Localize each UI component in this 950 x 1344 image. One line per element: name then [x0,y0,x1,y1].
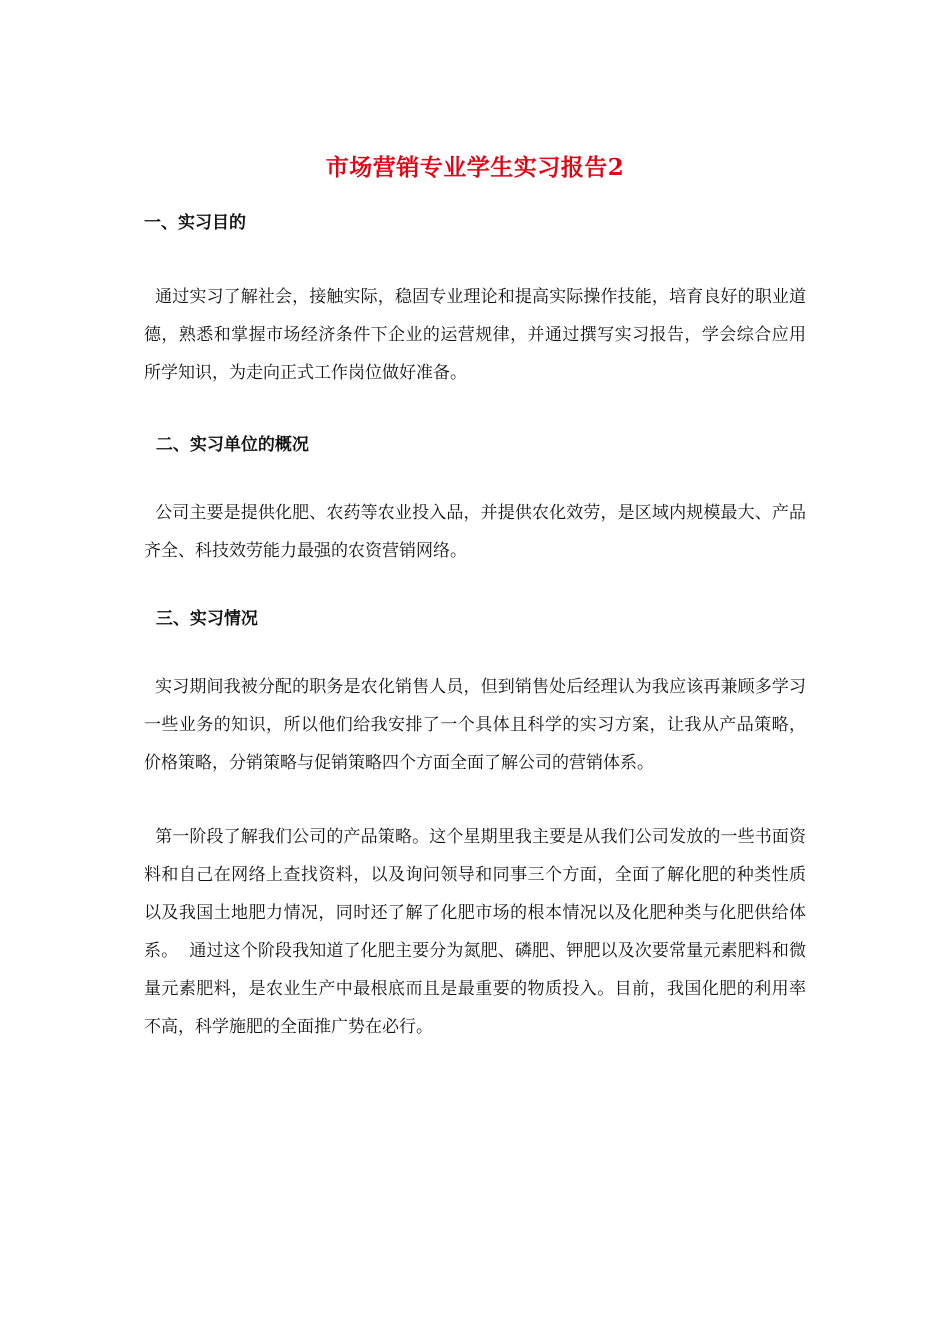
spacer [144,570,806,600]
section-heading-company-overview: 二、实习单位的概况 [144,435,309,455]
spacer [144,392,806,426]
paragraph-internship-assignment: 实习期间我被分配的职务是农化销售人员，但到销售处后经理认为我应该再兼顾多学习一些业务的知识，所以他们给我安排了一个具体且科学的实习方案，让我从产品策略，价格策略，分销策略与促销策略四个方面全面了解公司的营销体系。 [144,677,806,773]
spacer [144,242,806,278]
document-body [144,150,806,1046]
document-title: 市场营销专业学生实习报告2 [325,154,625,181]
spacer [144,782,806,818]
paragraph-company-overview: 公司主要是提供化肥、农药等农业投入品，并提供农化效劳，是区域内规模最大、产品齐全、科技效劳能力最强的农资营销网络。 [144,503,806,561]
section-heading-purpose: 一、实习目的 [144,213,246,233]
spacer [144,638,806,668]
paragraph-phase-one: 第一阶段了解我们公司的产品策略。这个星期里我主要是从我们公司发放的一些书面资料和自己在网络上查找资料，以及询问领导和同事三个方面，全面了解化肥的种类性质以及我国土地肥力情况，同时还了解了化肥市场的根本情况以及化肥种类与化肥供给体系。 通过这个阶段我知道了化肥主要分为氮肥、磷肥、钾肥以及次要常量元素肥料和微量元素肥料，是农业生产中最根底而且是最重要的物质投入。目前，我国化肥的利用率不高，科学施肥的全面推广势在必行。 [144,827,806,1037]
section-heading-internship-details: 三、实习情况 [144,609,258,629]
paragraph-purpose: 通过实习了解社会，接触实际，稳固专业理论和提高实际操作技能，培育良好的职业道德，熟悉和掌握市场经济条件下企业的运营规律，并通过撰写实习报告，学会综合应用所学知识，为走向正式工作岗位做好准备。 [144,287,806,383]
spacer [144,464,806,494]
